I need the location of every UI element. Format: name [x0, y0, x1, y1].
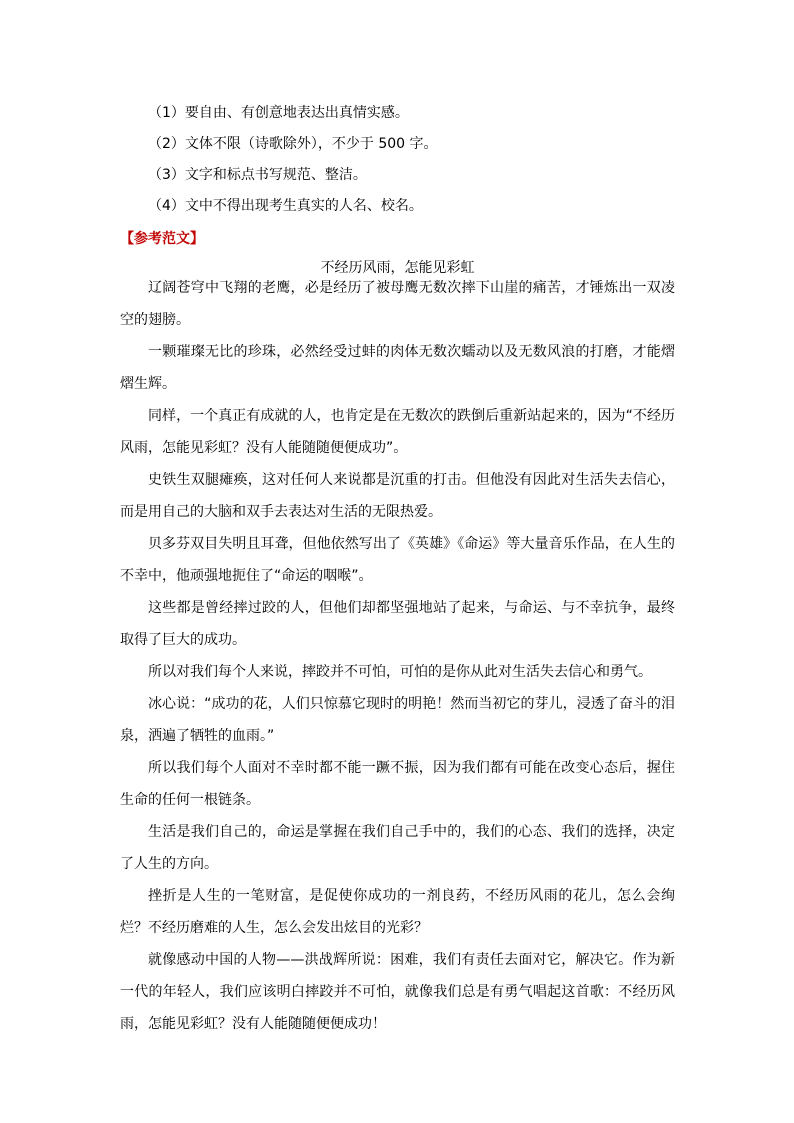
essay-paragraph: 挫折是人生的一笔财富，是促使你成功的一剂良药，不经历风雨的花儿，怎么会绚烂？不经历磨难的人生，怎么会发出炫目的光彩？: [120, 888, 675, 936]
essay-paragraph: 所以对我们每个人来说，摔跤并不可怕，可怕的是你从此对生活失去信心和勇气。: [148, 664, 652, 680]
requirement-1: （1）要自由、有创意地表达出真情实感。: [148, 105, 409, 121]
essay-paragraph: 史铁生双腿瘫痪，这对任何人来说都是沉重的打击。但他没有因此对生活失去信心，而是用自己的大脑和双手去表达对生活的无限热爱。: [120, 472, 675, 520]
essay-paragraph: 辽阔苍穹中飞翔的老鹰，必是经历了被母鹰无数次摔下山崖的痛苦，才锤炼出一双凌空的翅膀。: [120, 280, 675, 328]
essay-paragraph: 所以我们每个人面对不幸时都不能一蹶不振，因为我们都有可能在改变心态后，握住生命的任何一根链条。: [120, 760, 675, 808]
requirement-2: （2）文体不限（诗歌除外），不少于 500 字。: [148, 136, 438, 152]
essay-paragraph: 就像感动中国的人物——洪战辉所说：困难，我们有责任去面对它，解决它。作为新一代的年轻人，我们应该明白摔跤并不可怕，就像我们总是有勇气唱起这首歌：不经历风雨，怎能见彩虹？没有人能随随便便成功！: [120, 952, 675, 1032]
essay-paragraph: 同样，一个真正有成就的人，也肯定是在无数次的跌倒后重新站起来的，因为“不经历风雨，怎能见彩虹？没有人能随随便便成功”。: [120, 408, 675, 456]
essay-paragraph: 这些都是曾经摔过跤的人，但他们却都坚强地站了起来，与命运、与不幸抗争，最终取得了巨大的成功。: [120, 600, 675, 648]
essay-paragraph: 贝多芬双目失明且耳聋，但他依然写出了《英雄》《命运》等大量音乐作品，在人生的不幸中，他顽强地扼住了“命运的咽喉”。: [120, 536, 675, 584]
requirement-3: （3）文字和标点书写规范、整洁。: [148, 167, 367, 183]
essay-paragraph: 生活是我们自己的，命运是掌握在我们自己手中的，我们的心态、我们的选择，决定了人生的方向。: [120, 824, 675, 872]
essay-paragraph: 冰心说：“成功的花，人们只惊慕它现时的明艳！然而当初它的芽儿，浸透了奋斗的泪泉，洒遍了牺牲的血雨。”: [120, 696, 675, 744]
requirement-4: （4）文中不得出现考生真实的人名、校名。: [148, 198, 423, 214]
essay-paragraph: 一颗璀璨无比的珍珠，必然经受过蚌的肉体无数次蠕动以及无数风浪的打磨，才能熠熠生辉。: [120, 344, 675, 392]
essay-title: 不经历风雨，怎能见彩虹: [320, 260, 475, 276]
reference-heading: 【参考范文】: [120, 231, 204, 247]
